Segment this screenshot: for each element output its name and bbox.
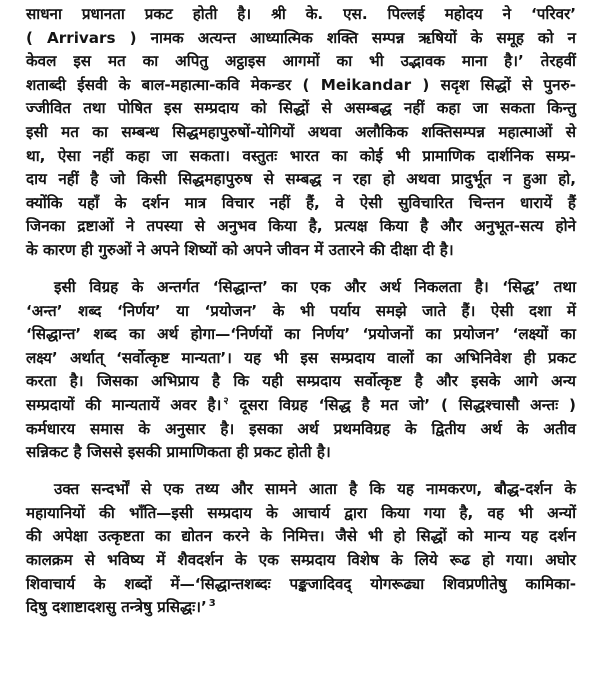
text-line: शिवाचार्य के शब्दों में—‘सिद्धान्तशब्दः पङ्कजादिवद् योगरूढ्या शिवप्रणीतेषु कामिका- (26, 574, 576, 593)
paragraph-2 (26, 276, 576, 465)
text-line: लक्ष्य’ अर्थात् ‘सर्वोत्कृष्ट मान्यता’। यह भी इस सम्प्रदाय वालों का अभिनिवेश ही प्रकट (26, 348, 576, 367)
text-line: ( Arrivars ) नामक अत्यन्त आध्यात्मिक शक्ति सम्पन्न ऋषियों के समूह को न (26, 28, 576, 47)
text-line: ‘सिद्धान्त’ शब्द का अर्थ होगा—‘निर्णयों का निर्णय’ ‘प्रयोजनों का प्रयोजन’ ‘लक्ष्यों का (26, 325, 576, 344)
text-line: उक्त सन्दर्भों से एक तथ्य और सामने आता है कि यह नामकरण, बौद्ध-दर्शन के (54, 480, 576, 499)
text-line: क्योंकि यहाँ के दर्शन मात्र विचार नहीं हैं, वे ऐसी सुविचारित चिन्तन धारायें हैं (26, 193, 576, 212)
text-line: महायानियों की भाँति—इसी सम्प्रदाय के आचार्य द्वारा किया गया है, वह भी अन्यों (26, 503, 576, 522)
text-line: कर्मधारय समास के अनुसार है। इसका अर्थ प्रथमविग्रह के द्वितीय अर्थ के अतीव (26, 419, 576, 438)
text-line: शताब्दी ईसवी के बाल-महात्मा-कवि मेकन्डर ( Meikandar ) सदृश सिद्धों से पुनरु- (26, 75, 576, 94)
text-line: इसी विग्रह के अन्तर्गत ‘सिद्धान्त’ का एक और अर्थ निकलता है। ‘सिद्ध’ तथा (54, 278, 576, 297)
text-line: ‘अन्त’ शब्द ‘निर्णय’ या ‘प्रयोजन’ के भी पर्याय समझे जाते हैं। ऐसी दशा में (26, 301, 576, 320)
text-line: के कारण ही गुरुओं ने अपने शिष्यों को अपने जीवन में उतारने की दीक्षा दी है। (26, 240, 454, 259)
text-line: था, ऐसा नहीं कहा जा सकता। वस्तुतः भारत का कोई भी प्रामाणिक दार्शनिक सम्प्र- (26, 146, 576, 165)
text-segment: सम्प्रदायों की मान्यतायें अवर है। (26, 396, 222, 414)
paragraph-1 (26, 3, 576, 263)
document-page (26, 3, 576, 633)
footnote-marker: 3 (208, 598, 216, 610)
text-line-with-footnote (26, 596, 576, 620)
text-line: की अपेक्षा उत्कृष्टता का द्योतन करने के निमित्त। जैसे भी हो सिद्धों को मान्य यह दर्शन (26, 527, 576, 546)
text-line: केवल इस मत का अपितु अट्ठाइस आगमों का भी उद्भावक माना है।’ तेरहवीं (26, 52, 576, 71)
footnote-marker: २ (223, 395, 229, 407)
text-line: ज्जीवित तथा पोषित इस सम्प्रदाय को सिद्धों से असम्बद्ध नहीं कहा जा सकता किन्तु (26, 99, 576, 118)
text-line: सन्निकट है जिससे इसकी प्रामाणिकता ही प्रकट होती है। (26, 443, 331, 462)
text-line-with-footnote (26, 394, 576, 418)
text-line: साधना प्रधानता प्रकट होती है। श्री के. एस. पिल्लई महोदय ने ‘परिवर’ (26, 5, 576, 23)
paragraph-3 (26, 478, 576, 620)
text-segment: दूसरा विग्रह ‘सिद्ध है मत जो’ ( सिद्धश्चासौ अन्तः ) (228, 396, 576, 414)
text-segment: दिषु दशाष्टादशसु तन्त्रेषु प्रसिद्धः।’ (26, 598, 207, 617)
text-line: जिनका द्रष्टाओं ने तपस्या से अनुभव किया है, प्रत्यक्ष किया है और अनुभूत-सत्य होने (26, 217, 576, 236)
text-line: कालक्रम से भविष्य में शैवदर्शन के एक सम्प्रदाय विशेष के लिये रूढ हो गया। अघोर (26, 551, 576, 570)
text-line: इसी मत का सम्बन्ध सिद्धमहापुरुषों-योगियों अथवा अलौकिक शक्तिसम्पन्न महात्माओं से (26, 122, 576, 141)
text-line: दाय नहीं है जो किसी सिद्धमहापुरुष से सम्बद्ध न रहा हो अथवा प्रादुर्भूत न हुआ हो, (26, 170, 576, 189)
text-line: करता है। जिसका अभिप्राय है कि यही सम्प्रदाय सर्वोत्कृष्ट है और इसके आगे अन्य (26, 372, 576, 391)
